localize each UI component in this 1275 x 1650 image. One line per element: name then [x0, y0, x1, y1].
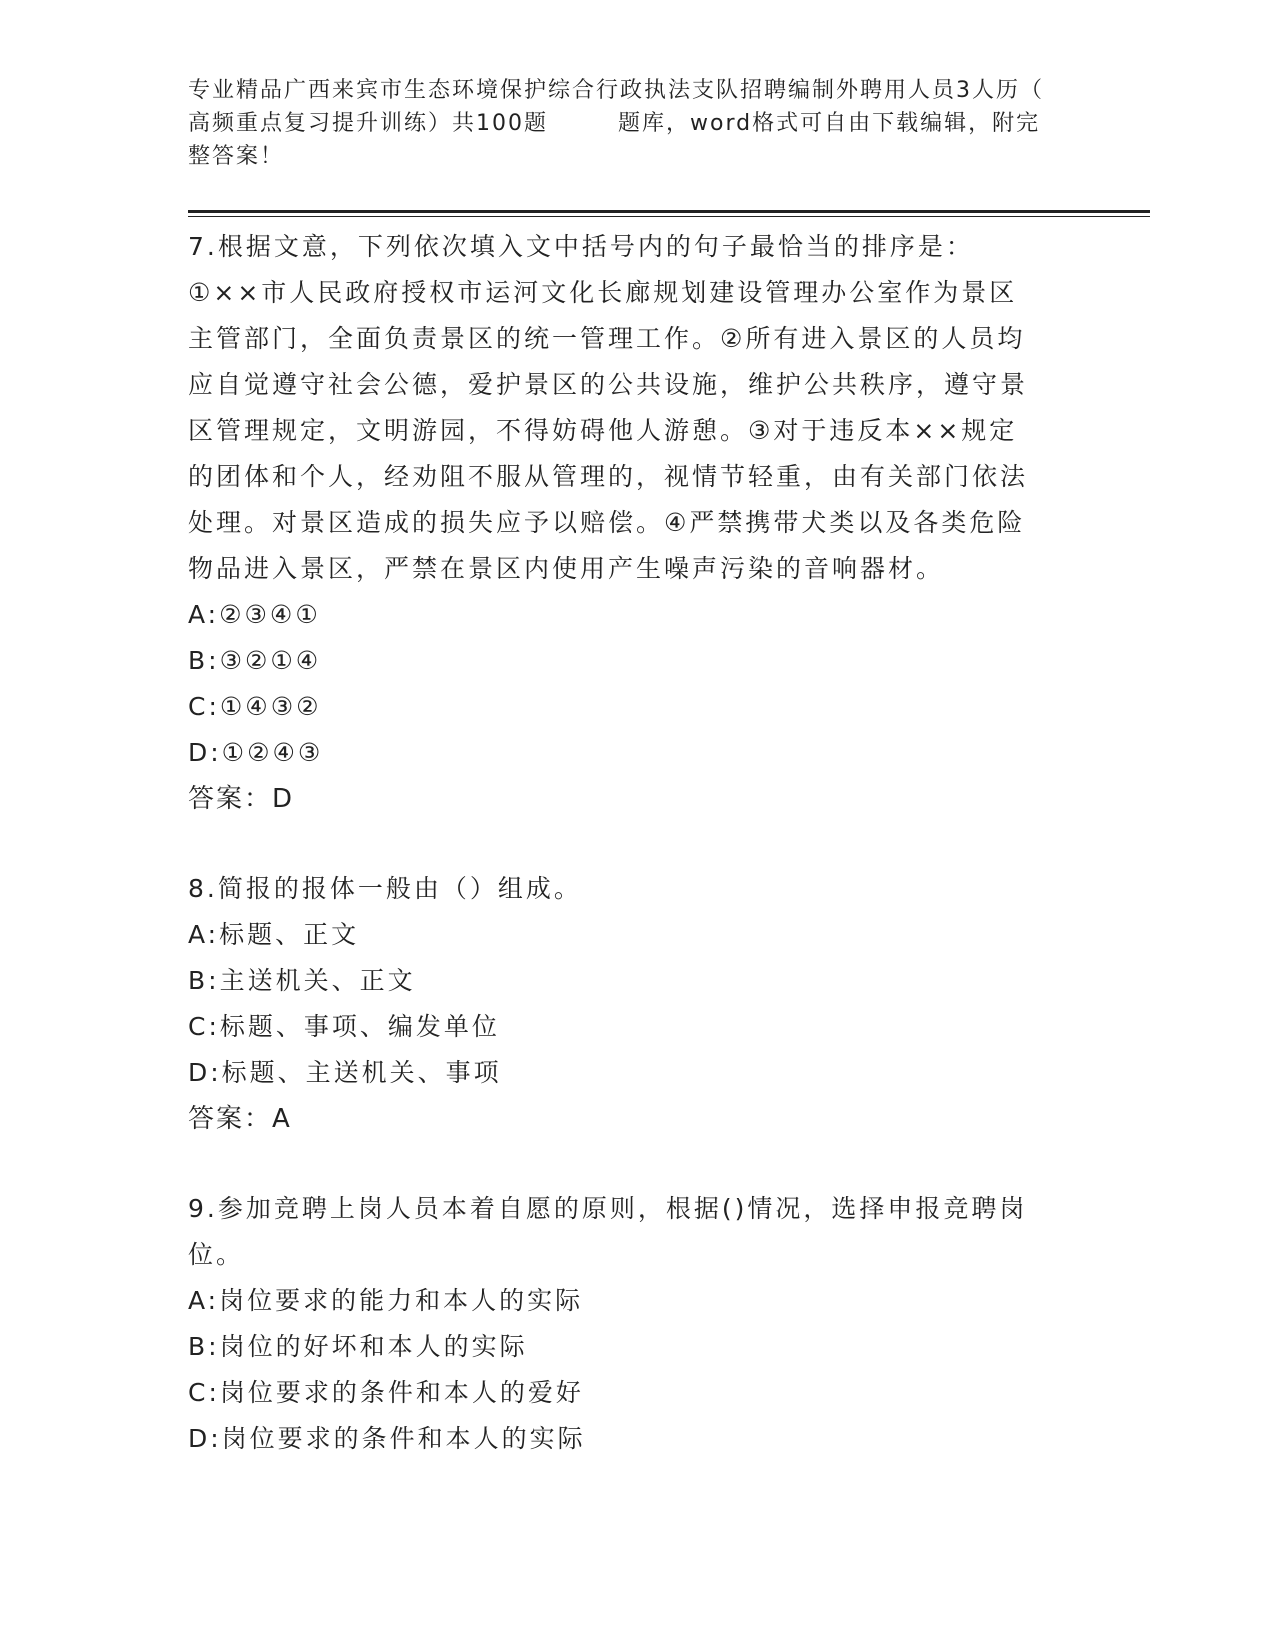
question-9-option-a: A:岗位要求的能力和本人的实际	[188, 1286, 584, 1315]
question-9-option-d: D:岗位要求的条件和本人的实际	[188, 1424, 586, 1453]
question-9-stem-2: 位。	[188, 1240, 245, 1269]
question-7-option-c: C:①④③②	[188, 692, 322, 721]
header-line-3: 整答案！	[188, 144, 285, 169]
header-divider-thin	[188, 216, 1150, 217]
question-9-stem-1: 9.参加竞聘上岗人员本着自愿的原则，根据()情况，选择申报竞聘岗	[188, 1194, 1028, 1223]
question-8-option-b: B:主送机关、正文	[188, 966, 416, 995]
question-7-stem-3: 主管部门，全面负责景区的统一管理工作。②所有进入景区的人员均	[188, 324, 1026, 353]
question-list	[188, 224, 1068, 1462]
question-7-stem-7: 处理。对景区造成的损失应予以赔偿。④严禁携带犬类以及各类危险	[188, 508, 1026, 537]
question-8-option-a: A:标题、正文	[188, 920, 360, 949]
header-line-2b: 题库，word格式可自由下载编辑，附完	[618, 111, 1041, 136]
question-7-option-d: D:①②④③	[188, 738, 324, 767]
question-9-option-c: C:岗位要求的条件和本人的爱好	[188, 1378, 584, 1407]
question-7-stem-4: 应自觉遵守社会公德，爱护景区的公共设施，维护公共秩序，遵守景	[188, 370, 1029, 399]
header-line-2	[188, 107, 1068, 140]
question-7-stem-6: 的团体和个人，经劝阻不服从管理的，视情节轻重，由有关部门依法	[188, 462, 1029, 491]
question-spacer	[188, 1142, 1068, 1186]
question-8-option-c: C:标题、事项、编发单位	[188, 1012, 500, 1041]
question-8-stem-1: 8.简报的报体一般由（）组成。	[188, 874, 582, 903]
header-divider-thick	[188, 210, 1150, 213]
question-7-stem-8: 物品进入景区，严禁在景区内使用产生噪声污染的音响器材。	[188, 554, 945, 583]
question-7	[188, 224, 1068, 822]
document-header	[188, 74, 1068, 173]
header-line-1: 专业精品广西来宾市生态环境保护综合行政执法支队招聘编制外聘用人员3人历（	[188, 78, 1044, 103]
question-7-stem-2: ①××市人民政府授权市运河文化长廊规划建设管理办公室作为景区	[188, 278, 1018, 307]
question-7-stem-5: 区管理规定，文明游园，不得妨碍他人游憩。③对于违反本××规定	[188, 416, 1018, 445]
question-spacer	[188, 822, 1068, 866]
question-8-answer: 答案：A	[188, 1104, 292, 1134]
question-9	[188, 1186, 1068, 1462]
question-7-option-b: B:③②①④	[188, 646, 322, 675]
question-7-stem-1: 7.根据文意，下列依次填入文中括号内的句子最恰当的排序是：	[188, 232, 974, 261]
question-9-option-b: B:岗位的好坏和本人的实际	[188, 1332, 528, 1361]
question-8	[188, 866, 1068, 1142]
header-line-2a: 高频重点复习提升训练）共100题	[188, 111, 548, 136]
question-7-option-a: A:②③④①	[188, 600, 321, 629]
question-8-option-d: D:标题、主送机关、事项	[188, 1058, 502, 1087]
question-7-answer: 答案：D	[188, 784, 295, 814]
